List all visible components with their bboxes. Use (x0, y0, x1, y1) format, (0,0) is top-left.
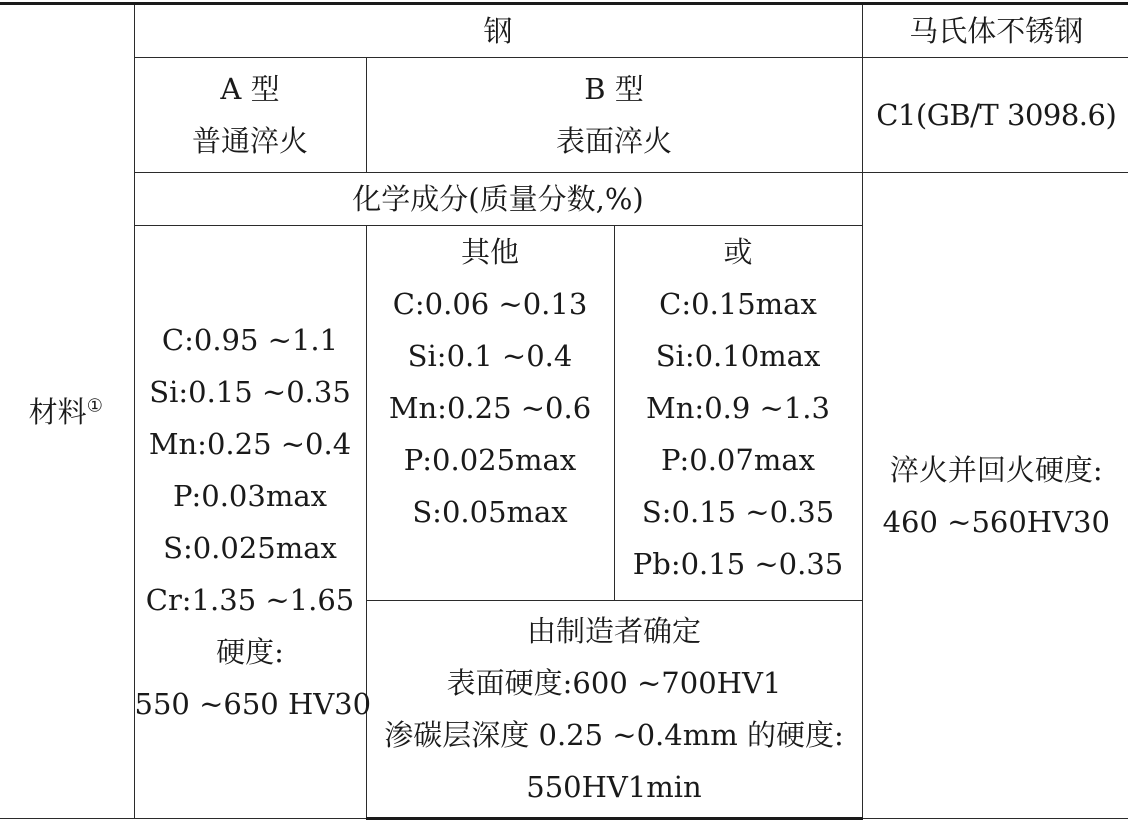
type-b-or-line: Mn:0.9 ~1.3 (646, 391, 830, 425)
type-a-composition-cell (134, 226, 372, 819)
type-b-or-line: Pb:0.15 ~0.35 (632, 547, 844, 581)
header-steel: 钢 (134, 4, 862, 58)
martensitic-hardness-cell (862, 173, 1128, 819)
table-row (0, 173, 1128, 226)
type-b-other-line: C:0.06 ~0.13 (392, 287, 588, 321)
type-b-other-line: Mn:0.25 ~0.6 (388, 391, 592, 425)
table-row (0, 4, 1128, 58)
type-a-header (134, 58, 366, 173)
type-b-other-heading: 其他 (460, 235, 519, 269)
martensitic-hardness-value: 460 ~560HV30 (882, 504, 1110, 539)
type-b-or-line: S:0.15 ~0.35 (641, 495, 835, 529)
type-a-name: A 型 (220, 72, 280, 106)
type-b-note-line: 表面硬度:600 ~700HV1 (446, 666, 782, 700)
row-label-cell (0, 4, 134, 819)
type-b-note-line: 渗碳层深度 0.25 ~0.4mm 的硬度: (384, 718, 844, 752)
type-a-comp-line: Mn:0.25 ~0.4 (148, 427, 352, 461)
type-b-or-line: P:0.07max (661, 443, 815, 477)
type-b-notes-cell (366, 601, 862, 819)
type-a-comp-line: Si:0.15 ~0.35 (149, 375, 351, 409)
header-martensitic: 马氏体不锈钢 (862, 4, 1128, 58)
type-b-or-line: Si:0.10max (655, 339, 821, 373)
footnote-marker: ① (86, 394, 103, 416)
type-b-or-heading: 或 (723, 235, 753, 269)
type-b-other-line: S:0.05max (412, 495, 568, 529)
type-b-header (366, 58, 862, 173)
type-b-note-line: 由制造者确定 (527, 614, 702, 648)
type-b-other-line: P:0.025max (403, 443, 577, 477)
type-b-desc: 表面淬火 (556, 124, 673, 158)
type-a-comp-line: S:0.025max (163, 531, 337, 565)
row-label-text: 材料 (28, 394, 87, 429)
type-b-note-line: 550HV1min (526, 770, 702, 804)
type-a-comp-line: 硬度: (216, 635, 284, 669)
type-a-desc: 普通淬火 (191, 124, 308, 158)
type-a-comp-line: P:0.03max (173, 479, 327, 513)
type-b-or-cell (614, 226, 862, 601)
type-b-other-line: Si:0.1 ~0.4 (407, 339, 573, 373)
composition-header: 化学成分(质量分数,%) (134, 173, 862, 226)
type-b-name: B 型 (584, 72, 644, 106)
type-a-comp-line: Cr:1.35 ~1.65 (145, 583, 355, 617)
table-row (0, 58, 1128, 173)
type-b-other-cell (366, 226, 614, 601)
material-spec-table (0, 2, 1128, 820)
type-b-or-line: C:0.15max (659, 287, 817, 321)
martensitic-standard: C1(GB/T 3098.6) (862, 58, 1128, 173)
type-a-comp-line: C:0.95 ~1.1 (161, 323, 339, 357)
row-label (29, 386, 103, 438)
type-a-comp-line: 550 ~650 HV30 (134, 687, 372, 721)
martensitic-hardness-label: 淬火并回火硬度: (889, 452, 1103, 487)
